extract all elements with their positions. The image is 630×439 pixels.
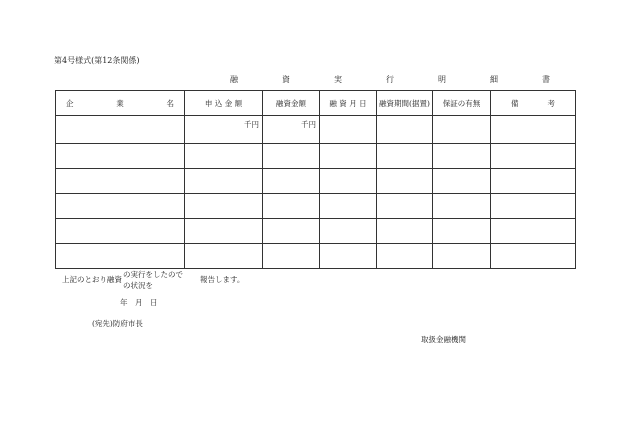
cell-company bbox=[56, 244, 185, 269]
statement-option-bottom: の状況を bbox=[123, 281, 153, 290]
table-row bbox=[56, 144, 576, 169]
cell-remarks bbox=[491, 116, 576, 144]
cell-guarantee bbox=[433, 219, 491, 244]
header-application-amount: 申 込 金 額 bbox=[185, 91, 263, 116]
cell-remarks bbox=[491, 219, 576, 244]
header-remarks-char-2: 考 bbox=[547, 98, 555, 108]
cell-guarantee bbox=[433, 194, 491, 219]
cell-loan-amount bbox=[263, 244, 320, 269]
cell-application-amount bbox=[185, 194, 263, 219]
cell-loan-amount bbox=[263, 169, 320, 194]
cell-company bbox=[56, 194, 185, 219]
header-company-char-3: 名 bbox=[166, 98, 174, 108]
table-row bbox=[56, 219, 576, 244]
cell-loan-period bbox=[377, 219, 433, 244]
loan-details-table bbox=[55, 90, 576, 269]
cell-company bbox=[56, 116, 185, 144]
document-title: 融 資 実 行 明 細 書 bbox=[230, 75, 568, 84]
form-id: 第4号様式(第12条関係) bbox=[54, 56, 140, 65]
cell-loan-period bbox=[377, 244, 433, 269]
cell-loan-date bbox=[320, 144, 377, 169]
table-header-row bbox=[56, 91, 576, 116]
cell-application-amount bbox=[185, 219, 263, 244]
cell-company bbox=[56, 169, 185, 194]
cell-loan-date bbox=[320, 169, 377, 194]
header-company-name bbox=[56, 91, 185, 116]
cell-loan-amount bbox=[263, 144, 320, 169]
statement-option-top: の実行をしたので bbox=[123, 270, 183, 279]
statement-prefix: 上記のとおり融資 bbox=[62, 275, 122, 284]
cell-loan-date bbox=[320, 244, 377, 269]
cell-remarks bbox=[491, 169, 576, 194]
statement-suffix: 報告します。 bbox=[200, 275, 245, 284]
cell-application-amount bbox=[185, 244, 263, 269]
cell-loan-date bbox=[320, 194, 377, 219]
cell-company bbox=[56, 144, 185, 169]
header-company-char-2: 業 bbox=[116, 98, 124, 108]
table-row bbox=[56, 194, 576, 219]
table-row bbox=[56, 244, 576, 269]
cell-loan-period bbox=[377, 116, 433, 144]
handling-institution: 取扱金融機関 bbox=[421, 335, 466, 344]
table-row bbox=[56, 116, 576, 144]
cell-loan-amount bbox=[263, 194, 320, 219]
cell-loan-amount bbox=[263, 219, 320, 244]
cell-loan-period bbox=[377, 194, 433, 219]
table-row bbox=[56, 169, 576, 194]
cell-guarantee bbox=[433, 116, 491, 144]
header-loan-period: 融資期間(据置) bbox=[377, 91, 433, 116]
cell-loan-amount: 千円 bbox=[263, 116, 320, 144]
cell-guarantee bbox=[433, 144, 491, 169]
cell-guarantee bbox=[433, 169, 491, 194]
cell-remarks bbox=[491, 194, 576, 219]
cell-remarks bbox=[491, 244, 576, 269]
cell-application-amount: 千円 bbox=[185, 116, 263, 144]
header-guarantee: 保証の有無 bbox=[433, 91, 491, 116]
cell-loan-date bbox=[320, 116, 377, 144]
addressee: (宛先)防府市長 bbox=[92, 319, 143, 328]
date-line: 年 月 日 bbox=[120, 298, 158, 307]
cell-remarks bbox=[491, 144, 576, 169]
cell-company bbox=[56, 219, 185, 244]
header-remarks-char-1: 備 bbox=[511, 98, 519, 108]
cell-loan-date bbox=[320, 219, 377, 244]
header-company-char-1: 企 bbox=[66, 98, 74, 108]
header-loan-date: 融 資 月 日 bbox=[320, 91, 377, 116]
cell-application-amount bbox=[185, 144, 263, 169]
cell-guarantee bbox=[433, 244, 491, 269]
cell-loan-period bbox=[377, 144, 433, 169]
cell-application-amount bbox=[185, 169, 263, 194]
header-remarks bbox=[491, 91, 576, 116]
header-loan-amount: 融資金額 bbox=[263, 91, 320, 116]
cell-loan-period bbox=[377, 169, 433, 194]
